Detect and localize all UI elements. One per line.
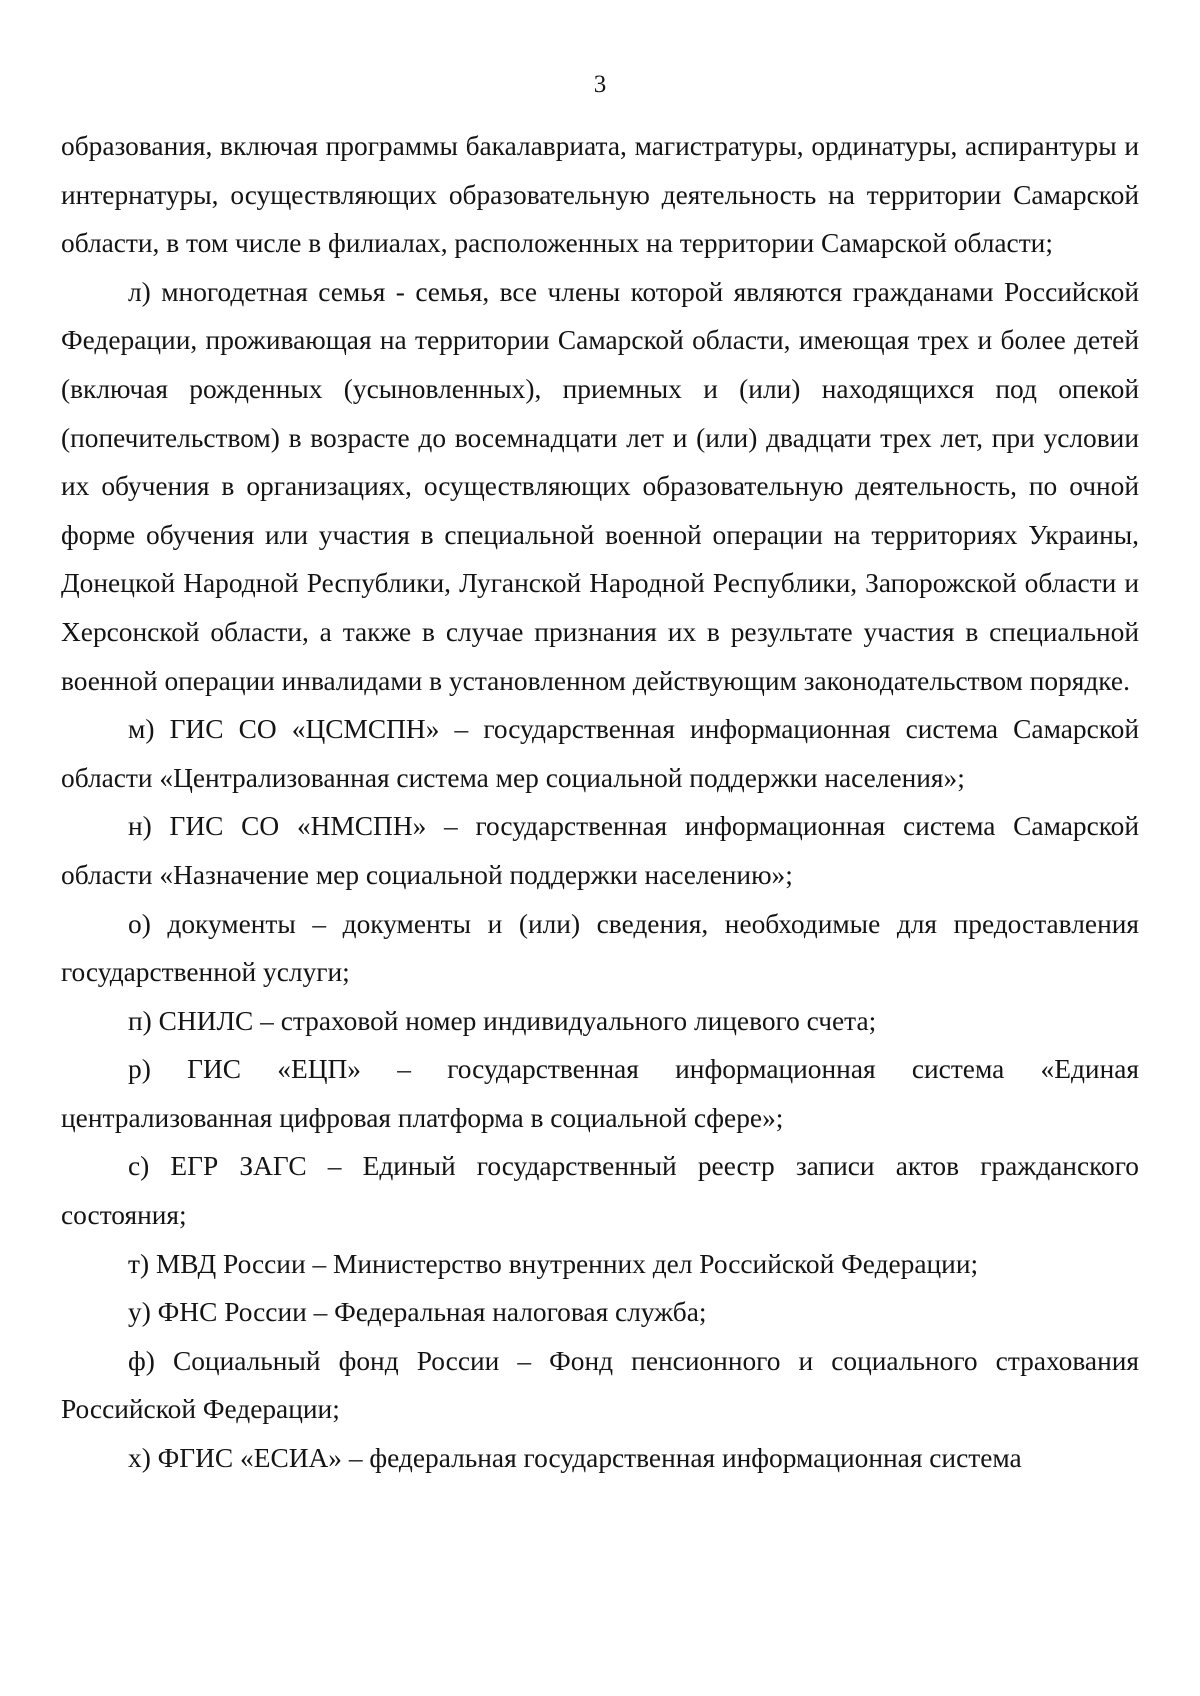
document-body — [61, 122, 1139, 1483]
paragraph-continuation: образования, включая программы бакалавриата, магистратуры, ординатуры, аспирантуры и интернатуры, осуществляющих образовательную деятельность на территории Самарской области, в том числе в филиалах, расположенных на территории Самарской области; — [61, 131, 1139, 259]
paragraph-item-r: р) ГИС «ЕЦП» – государственная информационная система «Единая централизованная цифровая платформа в социальной сфере»; — [61, 1054, 1139, 1133]
paragraph-item-n: н) ГИС СО «НМСПН» – государственная информационная система Самарской области «Назначение мер социальной поддержки населению»; — [61, 811, 1139, 890]
paragraph-item-m: м) ГИС СО «ЦСМСПН» – государственная информационная система Самарской области «Централизованная система мер социальной поддержки населения»; — [61, 714, 1139, 793]
page-number: 3 — [593, 71, 607, 98]
paragraph-item-l: л) многодетная семья - семья, все члены которой являются гражданами Российской Федерации, проживающая на территории Самарской области, имеющая трех и более детей (включая рожденных (усыновленных), приемных и (или) находящихся под опекой (попечительством) в возрасте до восемнадцати лет и (или) двадцати трех лет, при условии их обучения в организациях, осуществляющих образовательную деятельность, по очной форме обучения или участия в специальной военной операции на территориях Украины, Донецкой Народной Республики, Луганской Народной Республики, Запорожской области и Херсонской области, а также в случае признания их в результате участия в специальной военной операции инвалидами в установленном действующим законодательством порядке. — [61, 276, 1139, 696]
paragraph-item-s: с) ЕГР ЗАГС – Единый государственный реестр записи актов гражданского состояния; — [61, 1151, 1139, 1231]
paragraph-item-kh: х) ФГИС «ЕСИА» – федеральная государственная информационная система — [128, 1443, 1022, 1474]
paragraph-item-o: о) документы – документы и (или) сведения, необходимые для предоставления государственной услуги; — [61, 908, 1139, 988]
paragraph-item-p: п) СНИЛС – страховой номер индивидуального лицевого счета; — [128, 1005, 877, 1036]
paragraph-item-t: т) МВД России – Министерство внутренних дел Российской Федерации; — [128, 1248, 979, 1279]
paragraph-item-f: ф) Социальный фонд России – Фонд пенсионного и социального страхования Российской Федерации; — [61, 1345, 1139, 1425]
paragraph-item-u: у) ФНС России – Федеральная налоговая служба; — [128, 1297, 707, 1328]
